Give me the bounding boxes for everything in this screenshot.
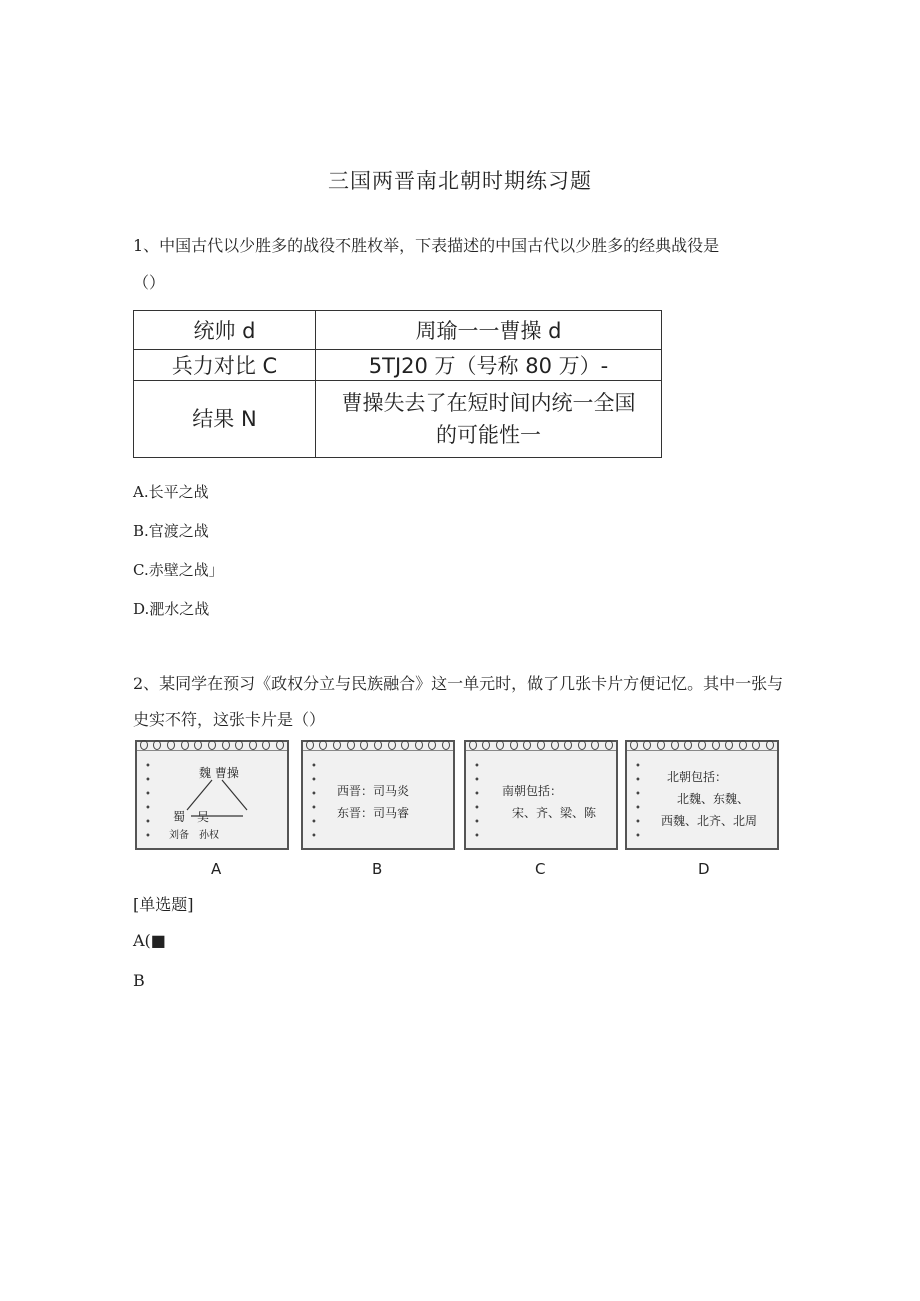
card-text: 蜀 吴 [173,810,210,824]
question-1-text: 1、中国古代以少胜多的战役不胜枚举，下表描述的中国古代以少胜多的经典战役是 [133,236,720,255]
table-row [134,311,662,350]
card-text: 北朝包括： [667,770,728,784]
option-b[interactable]: B.官渡之战 [133,522,209,540]
card-text: 宋、齐、梁、陈 [512,806,597,820]
card-d: • • • • • • 北朝包括： 北魏、东魏、 西魏、北齐、北周 [625,740,779,850]
table-cell: 兵力对比 C [134,350,316,381]
table-cell: 结果 N [134,381,316,458]
card-text: 刘备 孙权 [169,830,219,841]
option-c[interactable]: C.赤壁之战」 [133,561,224,579]
card-b: • • • • • • 西晋：司马炎 东晋：司马睿 [301,740,455,850]
option-a[interactable]: A.长平之战 [133,483,209,501]
option-d[interactable]: D.淝水之战 [133,600,210,618]
card-label-a: A [211,860,222,878]
card-label-b: B [372,860,383,878]
answer-option-b[interactable]: B [133,971,145,990]
table-cell: 5TJ20 万（号称 80 万）- [316,350,662,381]
card-text: 西魏、北齐、北周 [661,814,758,828]
card-text: 南朝包括： [502,784,563,798]
question-type-label: [单选题] [133,895,194,914]
card-images [135,740,785,850]
card-a: • • • • • • 魏 曹操 蜀 吴 刘备 孙权 [135,740,289,850]
card-text: 北魏、东魏、 [677,792,750,806]
table-cell: 曹操失去了在短时间内统一全国的可能性一 [316,381,662,458]
card-c: • • • • • • 南朝包括： 宋、齐、梁、陈 [464,740,618,850]
answer-option-a[interactable]: A(■ [133,931,166,950]
table-cell: 周瑜一一曹操 d [316,311,662,350]
page-title: 三国两晋南北朝时期练习题 [328,169,592,193]
card-label-d: D [698,860,710,878]
table-cell: 统帅 d [134,311,316,350]
card-text: 东晋：司马睿 [337,806,410,820]
battle-table [133,310,662,458]
card-text: 西晋：司马炎 [337,784,410,798]
card-label-c: C [535,860,546,878]
card-text: 魏 曹操 [199,766,239,780]
question-1-bracket: （） [133,273,166,292]
question-2-text: 2、某同学在预习《政权分立与民族融合》这一单元时，做了几张卡片方便记忆。其中一张与史实不符，这张卡片是（） [133,674,784,729]
table-row [134,381,662,458]
table-row [134,350,662,381]
